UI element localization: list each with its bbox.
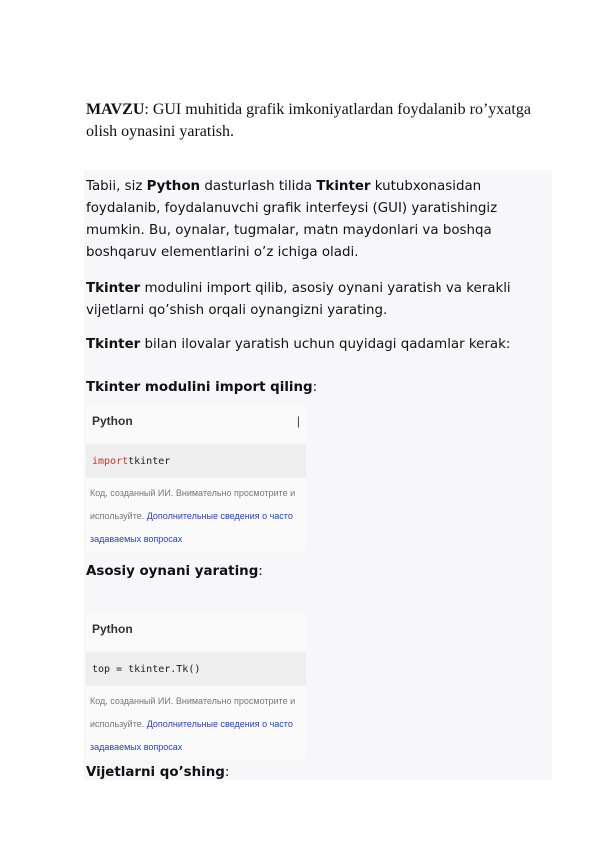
paragraph-steps [86, 334, 548, 356]
code-keyword: import [92, 455, 129, 467]
paragraph-import [86, 278, 548, 322]
tkinter-bold: Tkinter [316, 179, 371, 194]
intro-text-end: kutubxonasidan foydalanib, foydalanuvchi grafik interfeysi (GUI) yaratishingiz mumkin. Bu, oynalar, tugmalar, matn maydonlari va boshqa boshqaruv elementlarini o’z ichiga oladi. [86, 179, 498, 260]
code-language-label: Python [92, 622, 133, 636]
code-line[interactable] [86, 652, 306, 686]
topic-text: : GUI muhitida grafik imkoniyatlardan foydalanib ro’yxatga olish oynasini yaratish. [86, 101, 531, 140]
tkinter-bold: Tkinter [86, 281, 141, 296]
topic-label: MAVZU [86, 101, 145, 118]
notice-text: Код, созданный ИИ. Внимательно просмотрите и используйте. [90, 696, 296, 729]
tkinter-bold: Tkinter [86, 337, 141, 352]
ai-code-notice [86, 686, 306, 759]
step-2-title [86, 561, 548, 583]
intro-text-start: Tabii, siz [86, 179, 147, 194]
step-1-title [86, 377, 548, 399]
step-3-title [86, 762, 548, 784]
code-line[interactable] [86, 444, 306, 478]
code-header [86, 614, 306, 644]
notice-text: Код, созданный ИИ. Внимательно просмотрите и используйте. [90, 488, 296, 521]
code-text: top = tkinter.Tk() [92, 663, 201, 675]
faq-link[interactable]: Дополнительные сведения о часто задаваемых вопросах [90, 511, 293, 544]
step-title-bold: Tkinter modulini import qiling [86, 380, 313, 395]
step-title-bold: Vijetlarni qo’shing [86, 765, 225, 780]
code-language-label: Python [92, 414, 133, 428]
code-text: tkinter [128, 455, 171, 467]
copy-icon[interactable]: | [296, 414, 300, 428]
step-title-bold: Asosiy oynani yarating [86, 564, 259, 579]
intro-paragraph [86, 176, 548, 264]
step-title-colon: : [224, 765, 230, 780]
ai-code-notice [86, 478, 306, 551]
paragraph-text: bilan ilovalar yaratish uchun quyidagi qadamlar kerak: [140, 337, 511, 352]
step-title-colon: : [312, 380, 318, 395]
step-title-colon: : [258, 564, 263, 579]
paragraph-text: modulini import qilib, asosiy oynani yaratish va kerakli vijetlarni qo’shish orqali oynangizni yarating. [86, 281, 511, 318]
intro-text-mid: dasturlash tilida [200, 179, 317, 194]
code-block-import [86, 406, 306, 551]
python-bold: Python [146, 179, 201, 194]
code-block-window [86, 614, 306, 759]
code-header [86, 406, 306, 436]
document-heading [86, 99, 556, 143]
faq-link[interactable]: Дополнительные сведения о часто задаваемых вопросах [90, 719, 293, 752]
